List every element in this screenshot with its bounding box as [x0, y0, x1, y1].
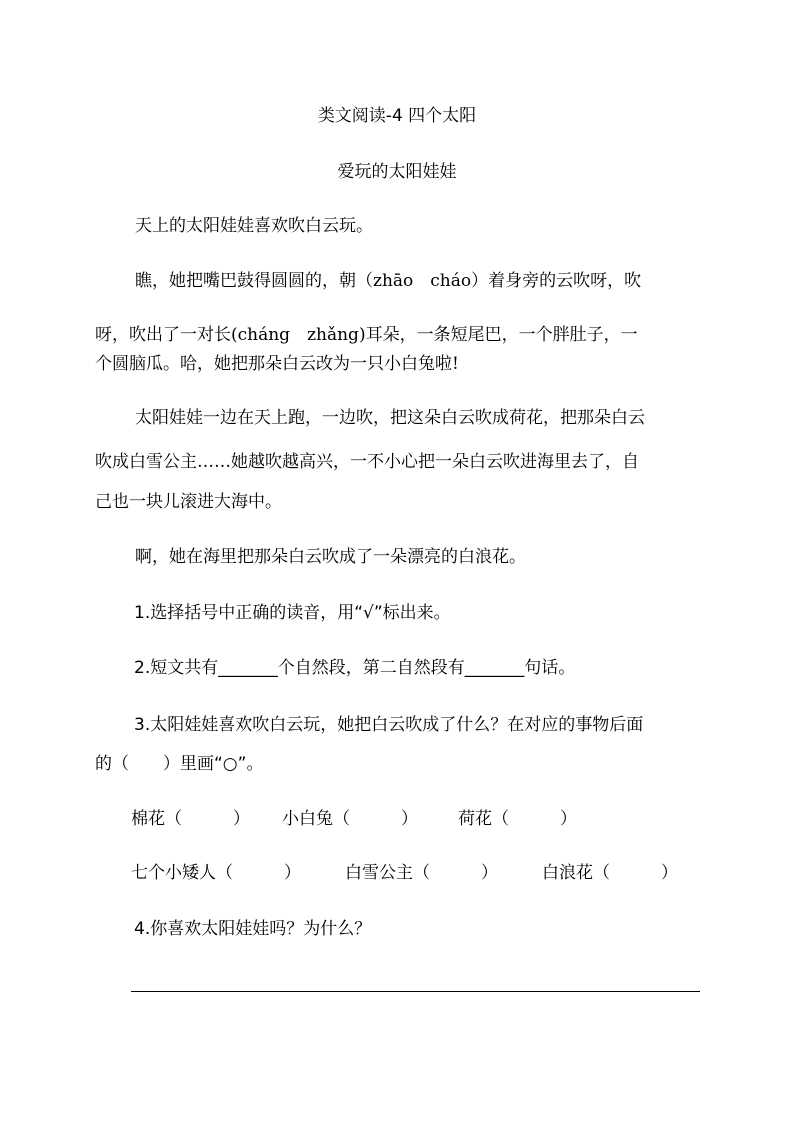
question-3-line-2: 的（ ）里画“○”。 [95, 754, 264, 774]
option-cotton: 棉花（ ） [131, 809, 250, 829]
passage-paragraph-3-line-2: 吹成白雪公主……她越吹越高兴，一不小心把一朵白云吹进海里去了，自 [95, 452, 639, 472]
passage-paragraph-1: 天上的太阳娃娃喜欢吹白云玩。 [135, 216, 373, 236]
option-lotus: 荷花（ ） [458, 809, 577, 829]
passage-paragraph-2-line-2: 呀，吹出了一对长(cháng zhǎng)耳朵，一条短尾巴，一个胖肚子，一 [95, 325, 638, 345]
option-snow-white: 白雪公主（ ） [345, 863, 498, 883]
passage-paragraph-3-line-1: 太阳娃娃一边在天上跑，一边吹，把这朵白云吹成荷花，把那朵白云 [135, 408, 645, 428]
passage-paragraph-4: 啊，她在海里把那朵白云吹成了一朵漂亮的白浪花。 [135, 547, 526, 567]
passage-paragraph-2-line-1: 瞧，她把嘴巴鼓得圆圆的，朝（zhāo cháo）着身旁的云吹呀，吹 [135, 271, 642, 291]
option-seven-dwarfs: 七个小矮人（ ） [131, 863, 301, 883]
passage-paragraph-3-line-3: 己也一块儿滚进大海中。 [95, 492, 282, 512]
question-3-line-1: 3.太阳娃娃喜欢吹白云玩，她把白云吹成了什么？在对应的事物后面 [134, 715, 644, 735]
answer-line [131, 991, 700, 992]
question-4: 4.你喜欢太阳娃娃吗？为什么？ [134, 919, 372, 939]
option-little-white-rabbit: 小白兔（ ） [282, 809, 418, 829]
question-1: 1.选择括号中正确的读音，用“√”标出来。 [134, 603, 451, 623]
passage-paragraph-2-line-3: 个圆脑瓜。哈，她把那朵白云改为一只小白兔啦! [95, 354, 459, 374]
worksheet-title: 类文阅读-4 四个太阳 [317, 106, 477, 126]
question-2: 2.短文共有_______个自然段，第二自然段有_______句话。 [134, 658, 576, 678]
option-white-wave: 白浪花（ ） [542, 863, 678, 883]
passage-title: 爱玩的太阳娃娃 [337, 162, 457, 182]
